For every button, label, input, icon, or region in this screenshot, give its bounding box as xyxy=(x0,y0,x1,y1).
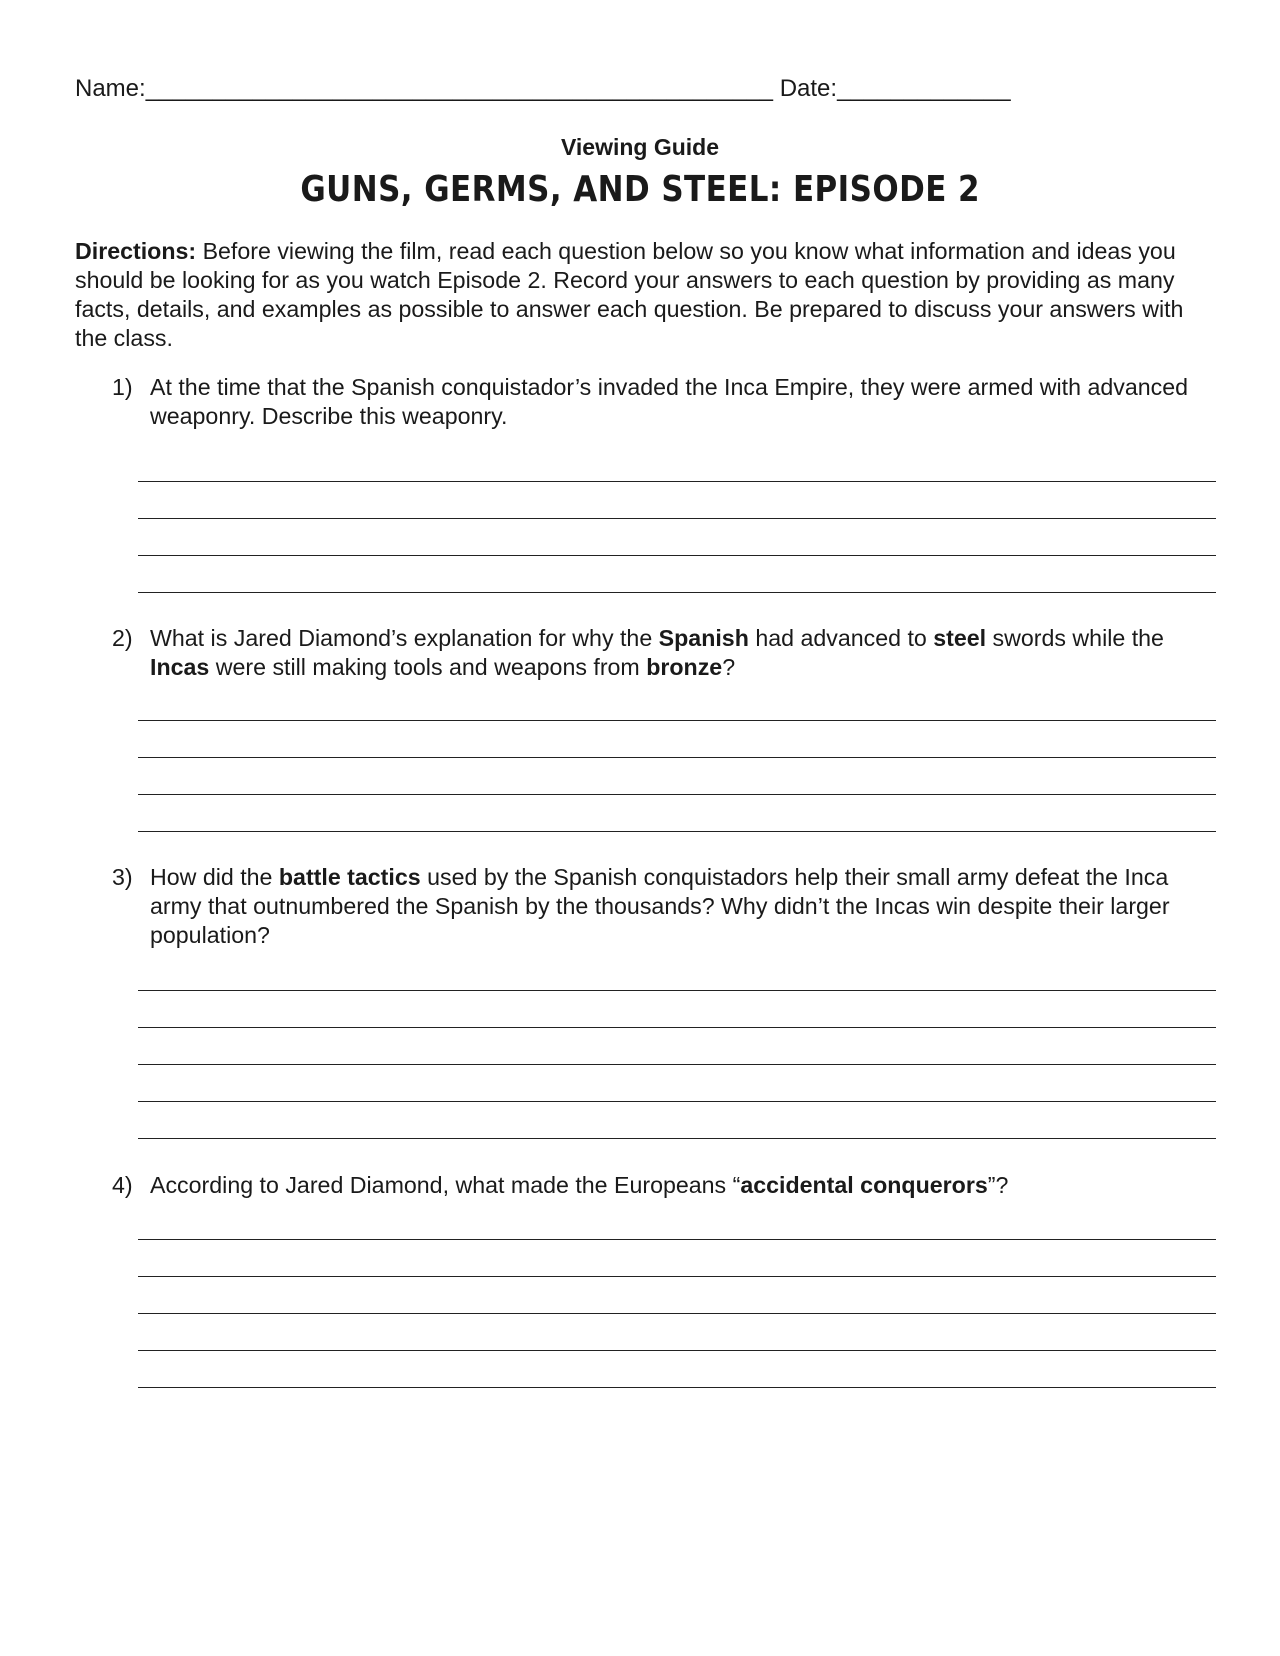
directions-text: Before viewing the film, read each question below so you know what information and ideas you should be looking for as you watch Episode 2. Record your answers to each question by providing as many facts, details, and examples as possible to answer each question. Be prepared to discuss your answers with the class. xyxy=(75,238,1184,351)
subtitle: Viewing Guide xyxy=(560,134,720,160)
name-date-row xyxy=(75,74,1011,104)
answer-line[interactable] xyxy=(138,794,1216,795)
question-text xyxy=(150,373,1207,431)
answer-line[interactable] xyxy=(138,1138,1216,1139)
answer-line[interactable] xyxy=(138,592,1216,593)
answer-line[interactable] xyxy=(138,1387,1216,1388)
directions-paragraph xyxy=(75,237,1205,353)
question-text-part: According to Jared Diamond, what made the Europeans “ xyxy=(150,1172,741,1198)
answer-line[interactable] xyxy=(138,757,1216,758)
answer-line[interactable] xyxy=(138,1276,1216,1277)
question-text-part: ? xyxy=(722,654,736,680)
question-text-part: used by the Spanish conquistadors help their small army defeat the Inca army that outnumbered the Spanish by the thousands? Why didn’t the Incas win despite their larger population? xyxy=(150,864,1170,948)
question-keyword: Incas xyxy=(150,654,210,680)
question-number: 2) xyxy=(112,625,133,651)
page-title xyxy=(0,168,1280,212)
answer-line[interactable] xyxy=(138,831,1216,832)
question-3 xyxy=(112,863,1207,950)
answer-line[interactable] xyxy=(138,1064,1216,1065)
question-keyword: accidental conquerors xyxy=(740,1172,988,1198)
answer-line[interactable] xyxy=(138,1027,1216,1028)
question-number: 3) xyxy=(112,864,133,890)
answer-line[interactable] xyxy=(138,720,1216,721)
question-text xyxy=(150,863,1207,950)
question-text-part: How did the xyxy=(150,864,279,890)
answer-line[interactable] xyxy=(138,1239,1216,1240)
question-text-part: were still making tools and weapons from xyxy=(209,654,647,680)
question-text xyxy=(150,624,1207,682)
answer-line[interactable] xyxy=(138,555,1216,556)
date-label: Date: xyxy=(779,75,838,102)
question-text-part: ”? xyxy=(987,1172,1009,1198)
question-text-part: At the time that the Spanish conquistador’s invaded the Inca Empire, they were armed with advanced weaponry. Describe this weaponry. xyxy=(150,374,1189,429)
answer-line[interactable] xyxy=(138,1313,1216,1314)
question-1 xyxy=(112,373,1207,431)
answer-line[interactable] xyxy=(138,518,1216,519)
question-text-part: What is Jared Diamond’s explanation for why the xyxy=(150,625,659,651)
name-field[interactable]: _______________________________________________ xyxy=(145,75,774,102)
question-text xyxy=(150,1171,1207,1200)
name-label: Name: xyxy=(75,75,146,102)
question-4 xyxy=(112,1171,1207,1200)
date-field[interactable]: _____________ xyxy=(837,75,1011,102)
answer-line[interactable] xyxy=(138,1350,1216,1351)
question-keyword: bronze xyxy=(646,654,723,680)
page-title-text: GUNS, GERMS, AND STEEL: EPISODE 2 xyxy=(300,169,980,210)
question-keyword: battle tactics xyxy=(278,864,421,890)
question-keyword: Spanish xyxy=(658,625,749,651)
question-number: 4) xyxy=(112,1172,133,1198)
question-keyword: steel xyxy=(933,625,987,651)
question-text-part: swords while the xyxy=(986,625,1164,651)
question-2 xyxy=(112,624,1207,682)
question-number: 1) xyxy=(112,374,133,400)
answer-line[interactable] xyxy=(138,481,1216,482)
directions-label: Directions: xyxy=(75,238,197,264)
answer-line[interactable] xyxy=(138,1101,1216,1102)
answer-line[interactable] xyxy=(138,990,1216,991)
question-text-part: had advanced to xyxy=(748,625,934,651)
